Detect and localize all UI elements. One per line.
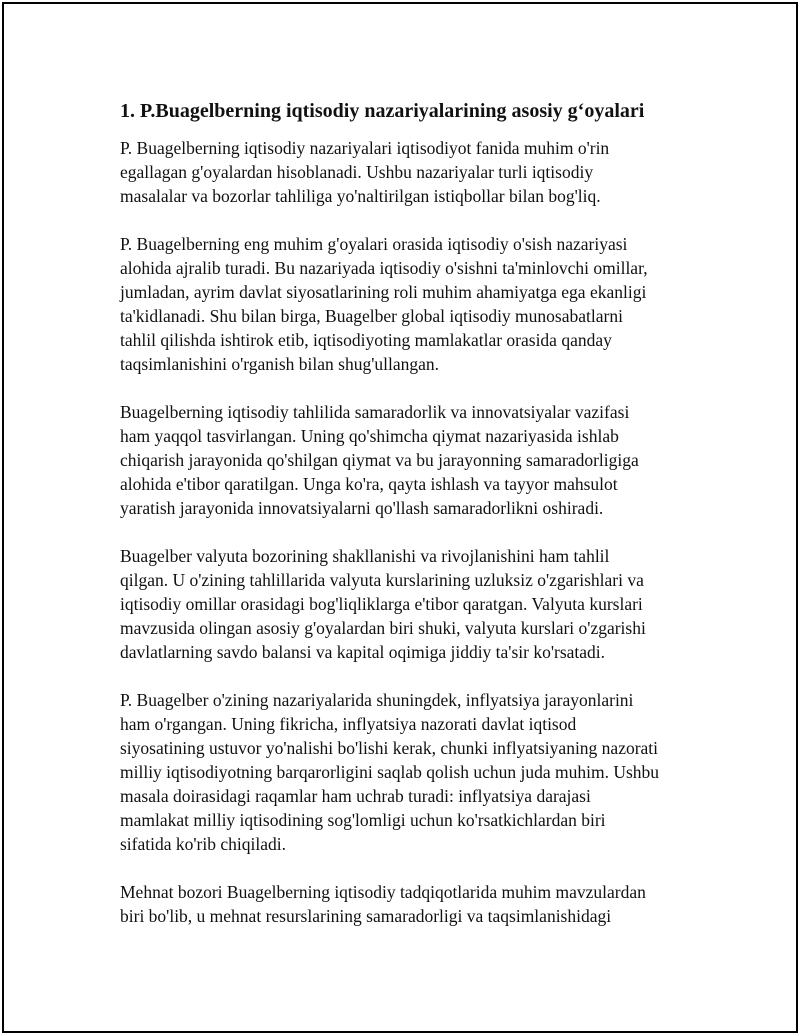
paragraph-line: mamlakat milliy iqtisodining sog'lomligi uchun ko'rsatkichlardan biri bbox=[120, 810, 606, 830]
paragraph-line: milliy iqtisodiyotning barqarorligini saqlab qolish uchun juda muhim. Ushbu bbox=[120, 762, 660, 782]
paragraph-line: Buagelber valyuta bozorining shakllanishi va rivojlanishini ham tahlil bbox=[120, 546, 610, 566]
paragraph-line: yaratish jarayonida innovatsiyalarni qo'llash samaradorlikni oshiradi. bbox=[120, 498, 604, 518]
paragraph-3 bbox=[120, 400, 700, 520]
paragraph-line: qilgan. U o'zining tahlillarida valyuta kurslarining uzluksiz o'zgarishlari va bbox=[120, 570, 644, 590]
paragraph-line: egallagan g'oyalardan hisoblanadi. Ushbu nazariyalar turli iqtisodiy bbox=[120, 162, 594, 182]
paragraph-2 bbox=[120, 232, 700, 376]
paragraph-4 bbox=[120, 544, 700, 664]
paragraph-line: iqtisodiy omillar orasidagi bog'liqliklarga e'tibor qaratgan. Valyuta kurslari bbox=[120, 594, 643, 614]
paragraph-line: masalalar va bozorlar tahliliga yo'naltirilgan istiqbollar bilan bog'liq. bbox=[120, 186, 601, 206]
paragraph-line: jumladan, ayrim davlat siyosatlarining roli muhim ahamiyatga ega ekanligi bbox=[120, 282, 647, 302]
paragraph-line: sifatida ko'rib chiqiladi. bbox=[120, 834, 286, 854]
paragraph-line: mavzusida olingan asosiy g'oyalardan biri shuki, valyuta kurslari o'zgarishi bbox=[120, 618, 646, 638]
paragraph-1 bbox=[120, 136, 700, 208]
paragraph-line: Mehnat bozori Buagelberning iqtisodiy tadqiqotlarida muhim mavzulardan bbox=[120, 882, 646, 902]
paragraph-5 bbox=[120, 688, 700, 856]
paragraph-line: ta'kidlanadi. Shu bilan birga, Buagelber global iqtisodiy munosabatlarni bbox=[120, 306, 623, 326]
document-body bbox=[120, 96, 700, 952]
paragraph-line: alohida ajralib turadi. Bu nazariyada iqtisodiy o'sishni ta'minlovchi omillar, bbox=[120, 258, 648, 278]
paragraph-line: taqsimlanishini o'rganish bilan shug'ullangan. bbox=[120, 354, 440, 374]
paragraph-line: P. Buagelber o'zining nazariyalarida shuningdek, inflyatsiya jarayonlarini bbox=[120, 690, 634, 710]
paragraph-line: tahlil qilishda ishtirok etib, iqtisodiyoting mamlakatlar orasida qanday bbox=[120, 330, 612, 350]
paragraph-line: alohida e'tibor qaratilgan. Unga ko'ra, qayta ishlash va tayyor mahsulot bbox=[120, 474, 618, 494]
paragraph-line: siyosatining ustuvor yo'nalishi bo'lishi kerak, chunki inflyatsiyaning nazorati bbox=[120, 738, 659, 758]
paragraph-line: ham yaqqol tasvirlangan. Uning qo'shimcha qiymat nazariyasida ishlab bbox=[120, 426, 619, 446]
paragraph-line: ham o'rgangan. Uning fikricha, inflyatsiya nazorati davlat iqtisod bbox=[120, 714, 577, 734]
paragraph-line: Buagelberning iqtisodiy tahlilida samaradorlik va innovatsiyalar vazifasi bbox=[120, 402, 630, 422]
paragraph-line: P. Buagelberning eng muhim g'oyalari orasida iqtisodiy o'sish nazariyasi bbox=[120, 234, 628, 254]
paragraph-line: masala doirasidagi raqamlar ham uchrab turadi: inflyatsiya darajasi bbox=[120, 786, 591, 806]
page-frame bbox=[2, 2, 798, 1033]
paragraph-6 bbox=[120, 880, 700, 928]
paragraph-line: chiqarish jarayonida qo'shilgan qiymat va bu jarayonning samaradorligiga bbox=[120, 450, 639, 470]
section-heading: 1. P.Buagelberning iqtisodiy nazariyalarining asosiy g‘oyalari bbox=[120, 100, 645, 122]
paragraph-line: P. Buagelberning iqtisodiy nazariyalari iqtisodiyot fanida muhim o'rin bbox=[120, 138, 610, 158]
paragraph-line: biri bo'lib, u mehnat resurslarining samaradorligi va taqsimlanishidagi bbox=[120, 906, 612, 926]
paragraph-line: davlatlarning savdo balansi va kapital oqimiga jiddiy ta'sir ko'rsatadi. bbox=[120, 642, 606, 662]
